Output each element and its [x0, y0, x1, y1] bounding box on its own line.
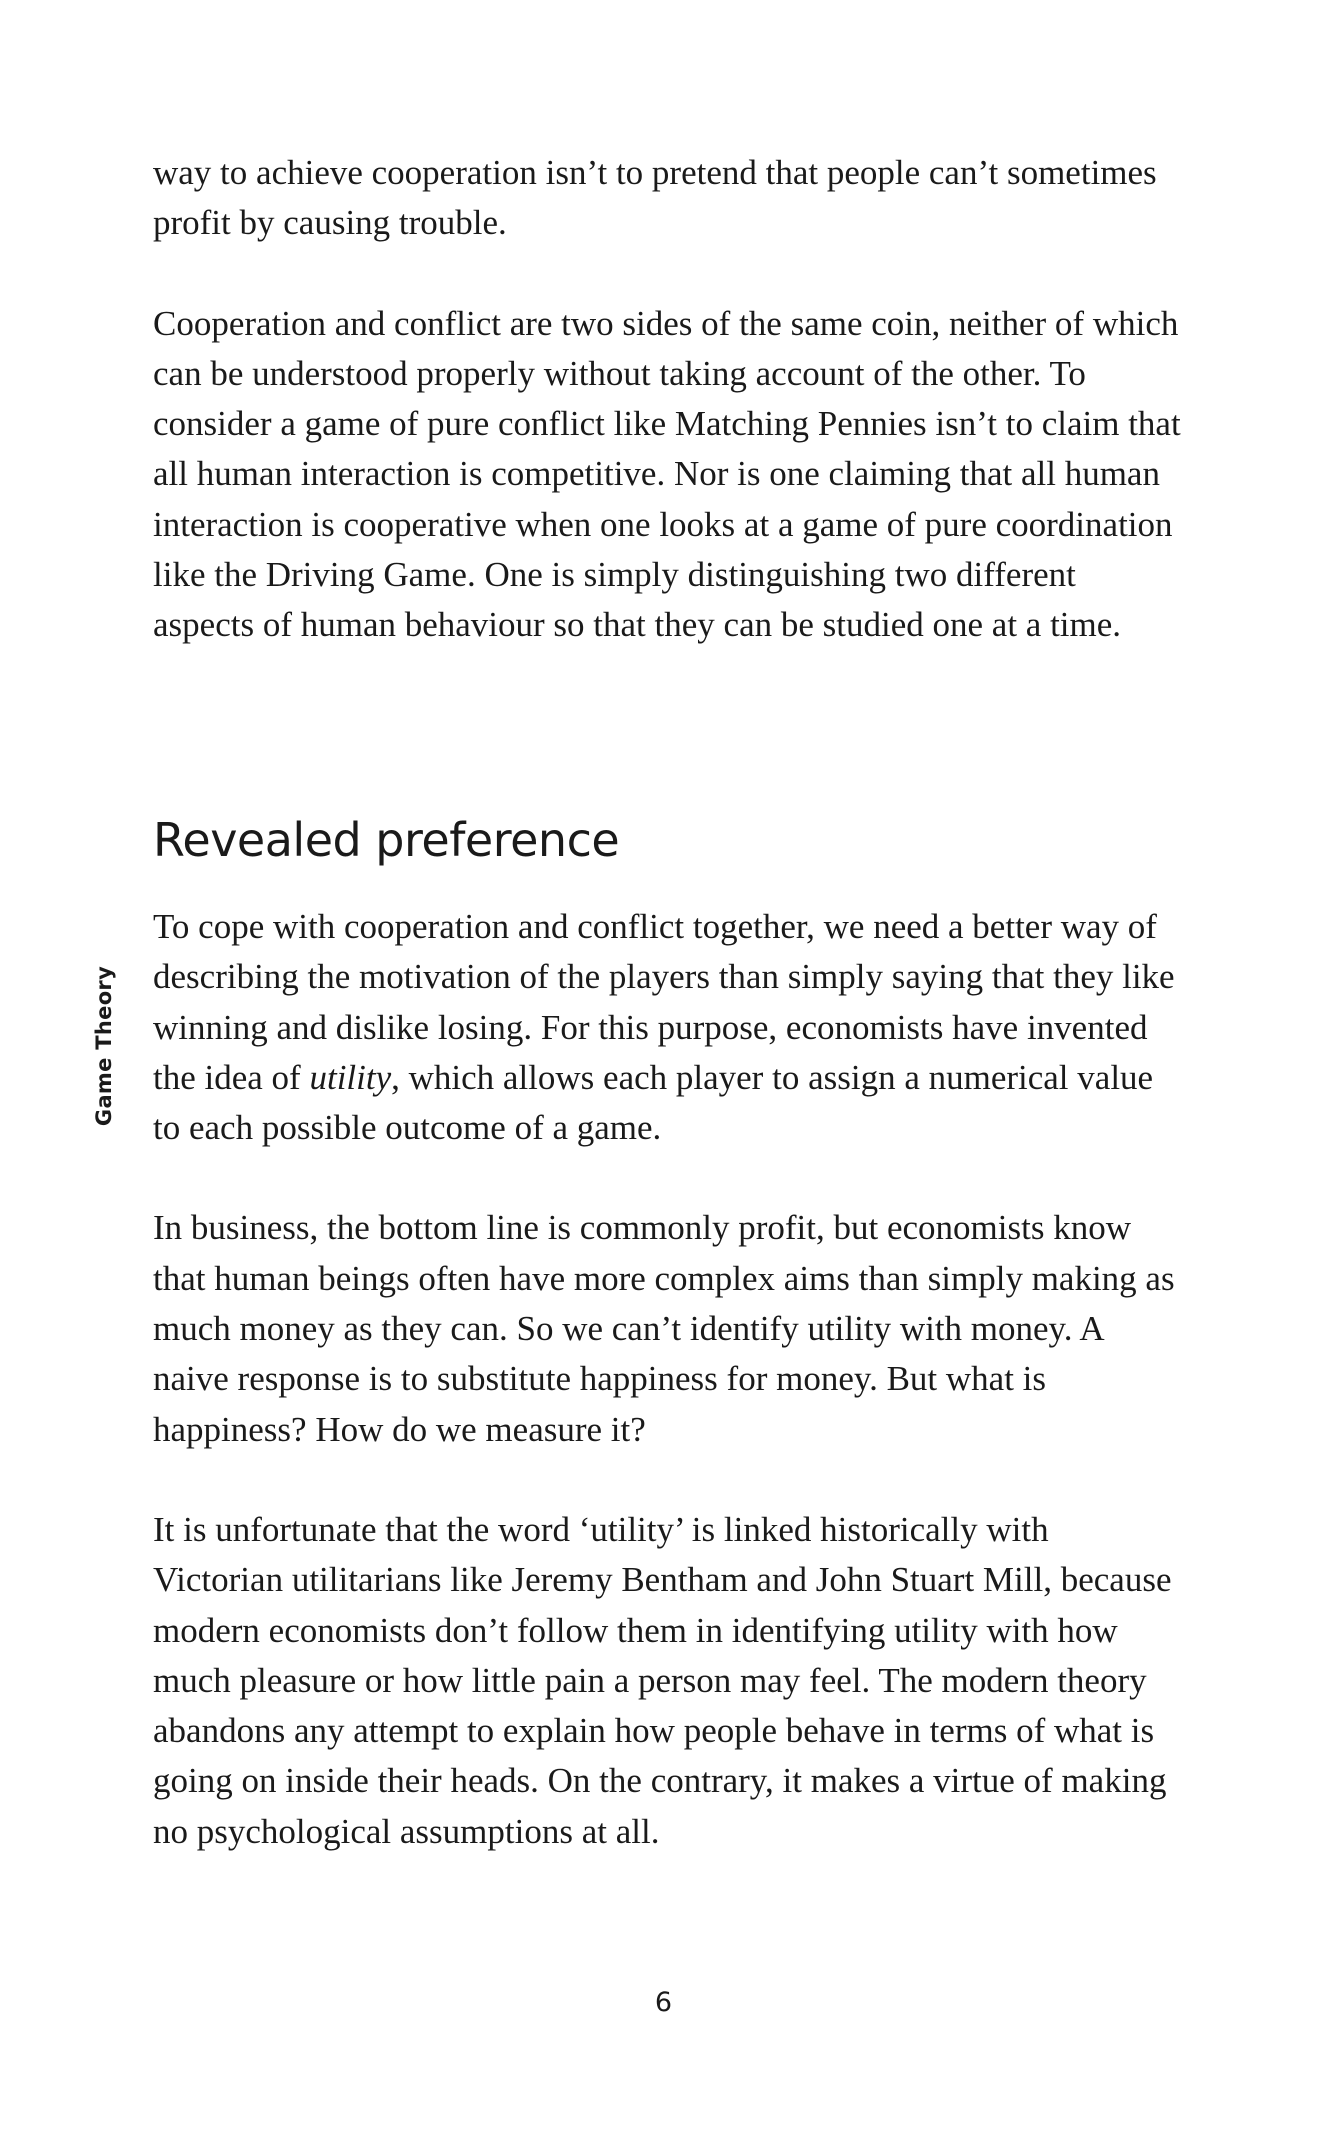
paragraph-utility-text-a: To cope with cooperation and conflict together, we need a better way of describing the motivation of the players than simply saying that they like winning and dislike losing. For this purpose, economists have invented the idea of	[153, 907, 1175, 1097]
page-number: 6	[654, 1987, 673, 2018]
section-heading: Revealed preference	[153, 813, 620, 867]
paragraph-utility	[153, 902, 1183, 1153]
running-head: Game Theory	[92, 965, 116, 1127]
paragraph-continuation: way to achieve cooperation isn’t to pretend that people can’t sometimes profit by causing trouble.	[153, 153, 1157, 243]
paragraph-utilitarians: It is unfortunate that the word ‘utility’ is linked historically with Victorian utilitarians like Jeremy Bentham and John Stuart Mill, because modern economists don’t follow them in identifying utility with how much pleasure or how little pain a person may feel. The modern theory abandons any attempt to explain how people behave in terms of what is going on inside their heads. On the contrary, it makes a virtue of making no psychological assumptions at all.	[153, 1509, 1172, 1851]
section-text-block	[153, 902, 1183, 1907]
paragraph-business: In business, the bottom line is commonly profit, but economists know that human beings often have more complex aims than simply making as much money as they can. So we can’t identify utility with money. A naive response is to substitute happiness for money. But what is happiness? How do we measure it?	[153, 1208, 1175, 1449]
paragraph-utility-text-b: , which allows each player to assign a numerical value to each possible outcome of a game.	[153, 1057, 1154, 1148]
paragraph-cooperation-conflict: Cooperation and conflict are two sides of the same coin, neither of which can be understood properly without taking account of the other. To consider a game of pure conflict like Matching Pennies isn’t to claim that all human interaction is competitive. Nor is one claiming that all human interaction is cooperative when one looks at a game of pure coordination like the Driving Game. One is simply distinguishing two different aspects of human behaviour so that they can be studied one at a time.	[153, 303, 1181, 645]
utility-italic-term: utility	[309, 1057, 392, 1097]
top-text-block	[153, 148, 1183, 701]
